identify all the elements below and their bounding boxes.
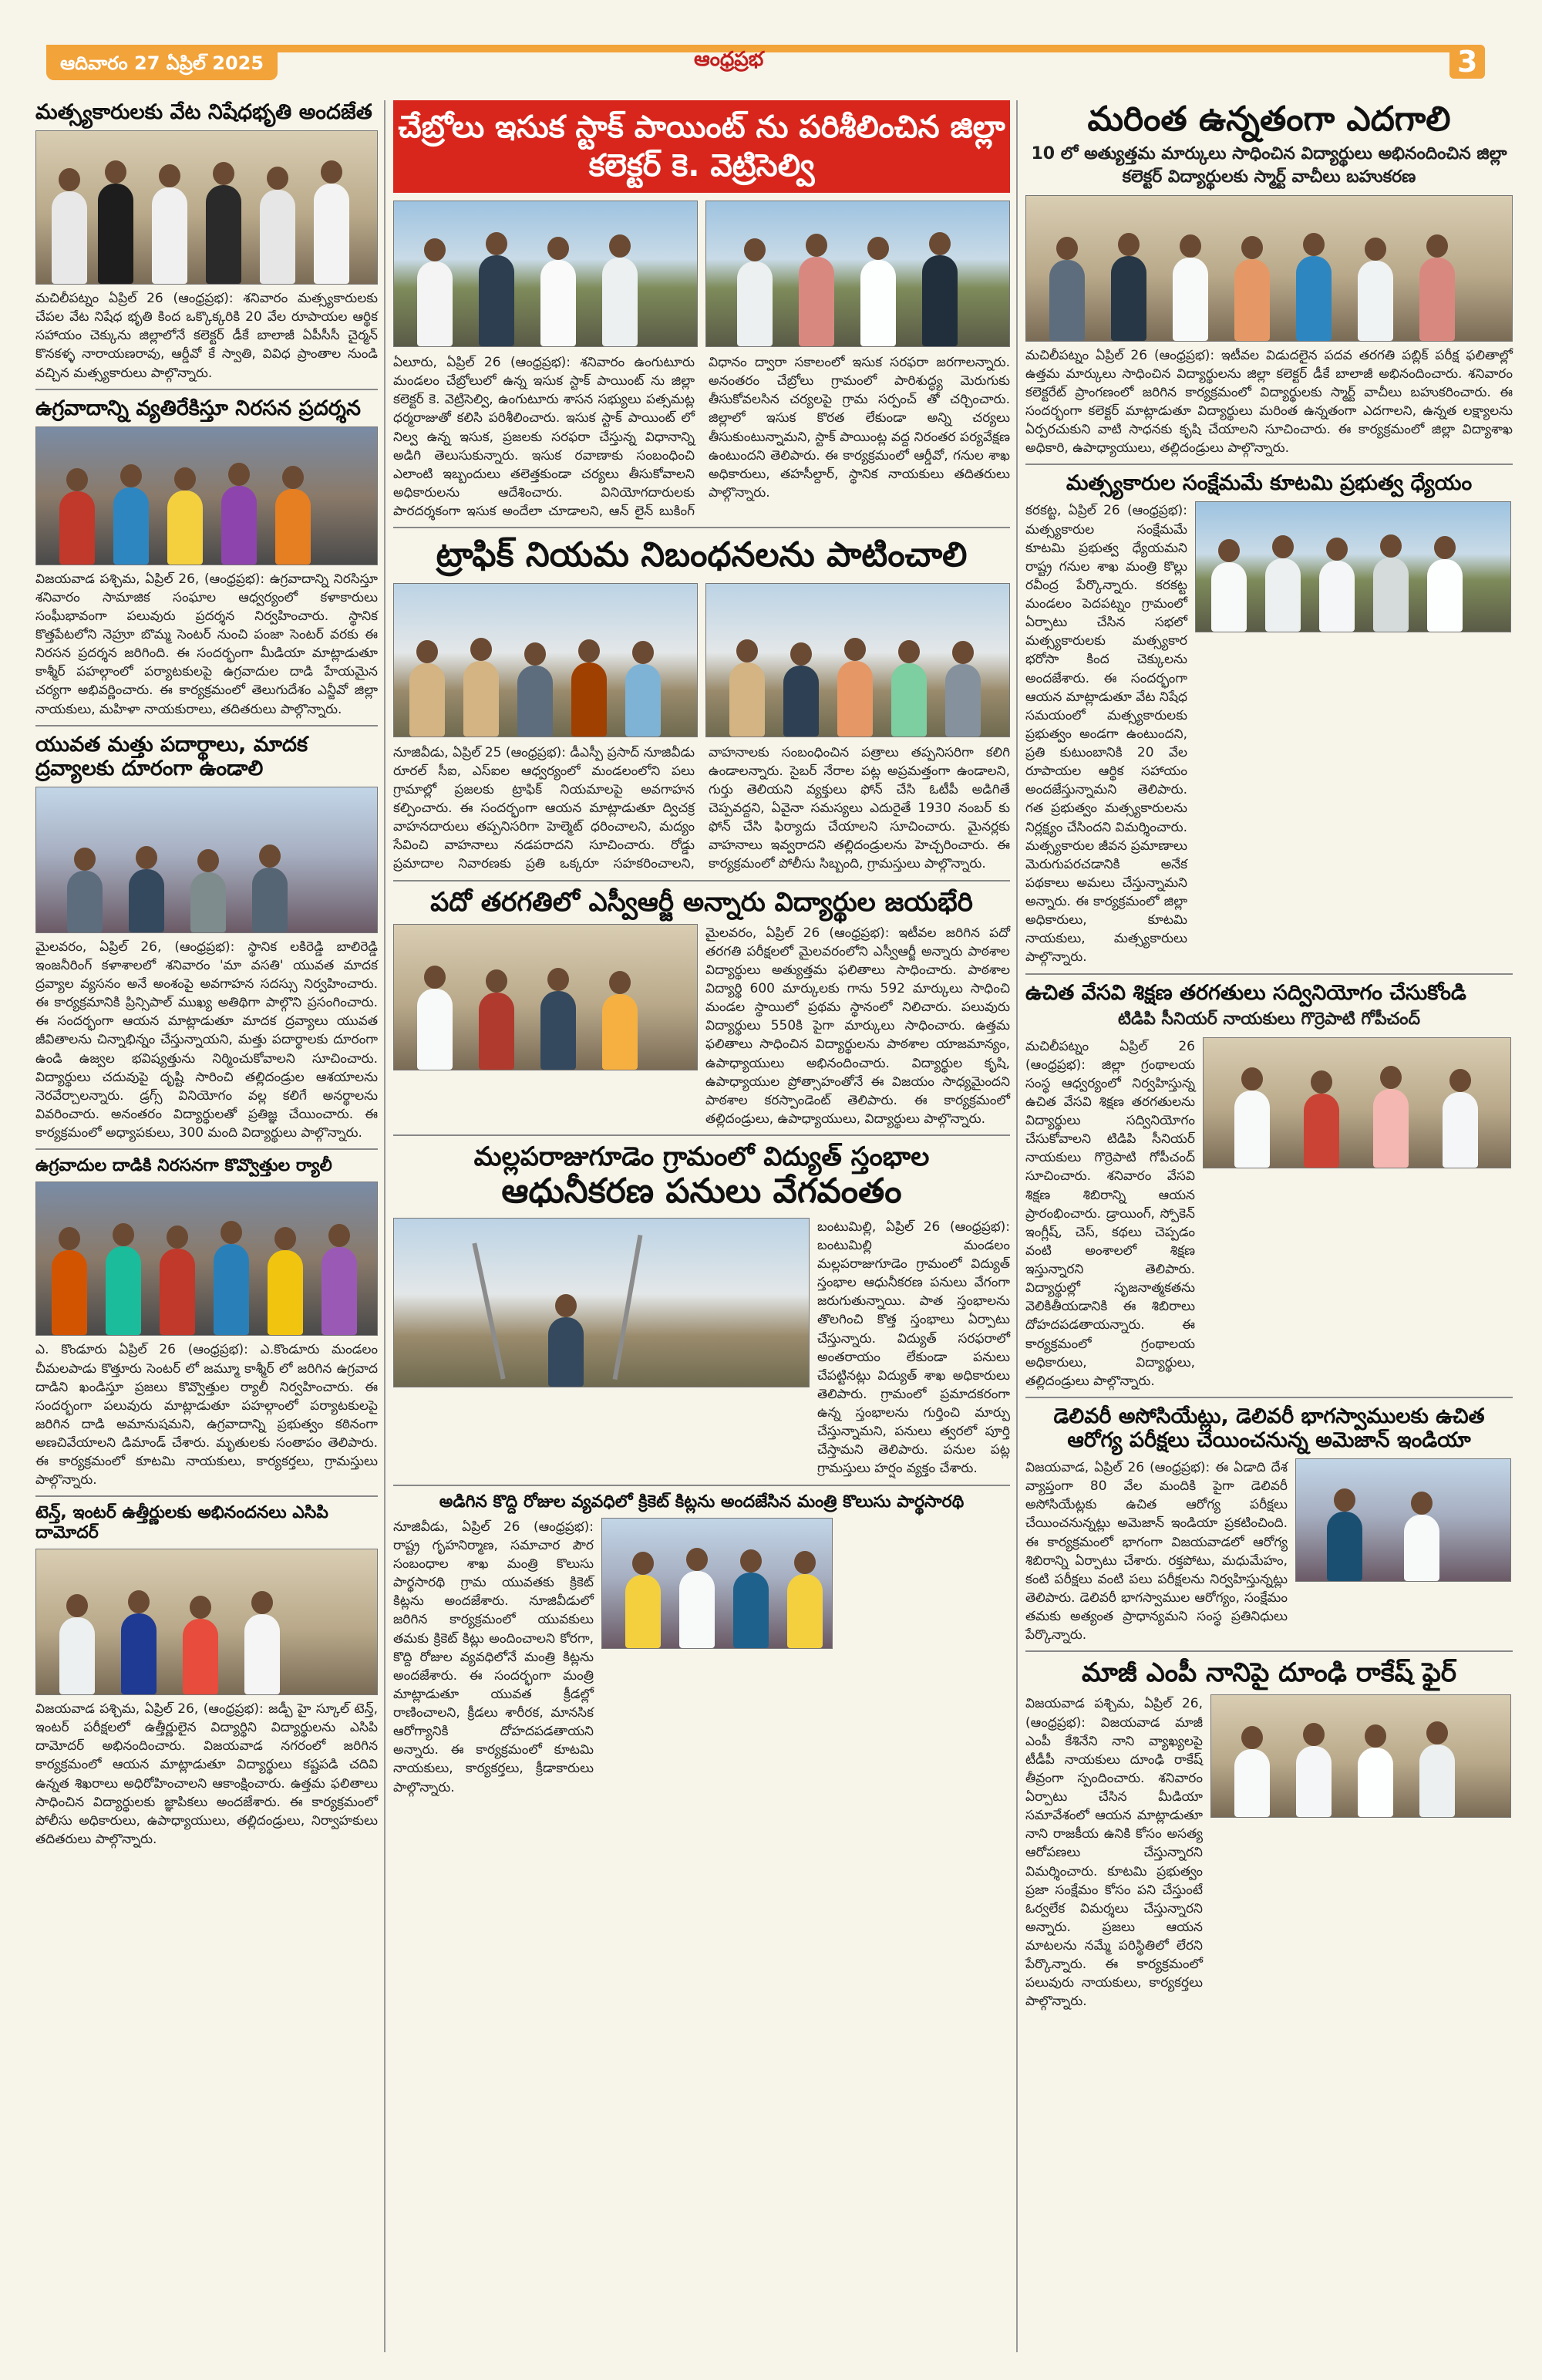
story-body: ఎ. కొండూరు ఏప్రిల్ 26 (ఆంధ్రప్రభ): ఎ.కొండూరు మండలం చీమలపాడు కొత్తూరు సెంటర్ లో జమ్మూ కాశ్మీర్ లో జరిగిన ఉగ్రవాద దాడిని ఖండిస్తూ ప్రజలు కొవ్వొత్తుల ర్యాలీ నిర్వహించారు. ఈ సందర్భంగా పలువురు మాట్లాడుతూ పహల్గాంలో పర్యాటకులపై జరిగిన దాడి అమానుషమని, ఉగ్రవాదాన్ని ప్రభుత్వం కఠినంగా అణచివేయాలని డిమాండ్ చేశారు. మృతులకు సంతాపం తెలిపారు. ఈ కార్యక్రమంలో కూటమి నాయకులు, కార్యకర్తలు, గ్రామస్తులు పాల్గొన్నారు. <box>35 1342 378 1488</box>
divider <box>1025 973 1513 975</box>
divider <box>1025 1397 1513 1398</box>
news-photo <box>35 1549 378 1695</box>
news-photo <box>1203 1037 1511 1168</box>
lead-headline[interactable]: చేబ్రోలు ఇసుక స్టాక్ పాయింట్ ను పరిశీలించిన జిల్లా కలెక్టర్ కె. వెట్రిసెల్వి <box>393 100 1010 193</box>
masthead: ఆంధ్రప్రభ <box>694 48 764 71</box>
story-title[interactable]: టెన్త్, ఇంటర్ ఉత్తీర్ణులకు అభినందనలు ఎసిపి దామోదర్ <box>35 1503 328 1542</box>
story-title[interactable]: మల్లపరాజుగూడెం గ్రామంలో విద్యుత్ స్తంభాల <box>473 1141 930 1173</box>
divider <box>393 1134 1010 1136</box>
news-photo <box>1295 1458 1511 1582</box>
divider <box>393 527 1010 528</box>
story-title[interactable]: ఉగ్రవాదుల దాడికి నిరసనగా కొవ్వొత్తుల ర్యాలీ <box>35 1156 332 1176</box>
story-title[interactable]: పదో తరగతిలో ఎస్వీఆర్జీ అన్నారు విద్యార్థుల జయభేరి <box>430 886 973 918</box>
story-body: బంటుమిల్లి, ఏప్రిల్ 26 (ఆంధ్రప్రభ): బంటుమిల్లి మండలం మల్లపరాజుగూడెం గ్రామంలో విద్యుత్ స్తంభాల ఆధునీకరణ పనులు వేగంగా జరుగుతున్నాయి. పాత స్తంభాలను తొలగించి కొత్త స్తంభాలు ఏర్పాటు చేస్తున్నారు. విద్యుత్ సరఫరాలో అంతరాయం లేకుండా పనులు చేపట్టినట్లు విద్యుత్ శాఖ అధికారులు తెలిపారు. గ్రామంలో ప్రమాదకరంగా ఉన్న స్తంభాలను గుర్తించి మార్పు చేస్తున్నామని, పనులు త్వరలో పూర్తి చేస్తామని తెలిపారు. పనుల పట్ల గ్రామస్తులు హర్షం వ్యక్తం చేశారు. <box>817 1219 1010 1477</box>
story-title[interactable]: డెలివరీ అసోసియేట్లు, డెలివరీ భాగస్వాములకు ఉచిత ఆరోగ్య పరీక్షలు చేయించనున్న అమెజాన్ ఇండియా <box>1053 1404 1485 1452</box>
story-body: మైలవరం, ఏప్రిల్ 26, (ఆంధ్రప్రభ): స్థానిక లకిరెడ్డి బాలిరెడ్డి ఇంజనీరింగ్ కళాశాలలో శనివారం 'మా వసతి' యువత మాదక ద్రవ్యాల వ్యసనం అనే అంశంపై అవగాహన సదస్సు నిర్వహించారు. ఈ కార్యక్రమానికి ప్రిన్సిపాల్ ముఖ్య అతిథిగా పాల్గొని ప్రసంగించారు. ఈ సందర్భంగా ఆయన మాట్లాడుతూ మాదక ద్రవ్యాలు యువత జీవితాలను చిన్నాభిన్నం చేస్తున్నాయని, మత్తు పదార్థాలకు దూరంగా ఉండి ఉజ్వల భవిష్యత్తును నిర్మించుకోవాలని సూచించారు. విద్యార్థులు చదువుపై దృష్టి సారించి తల్లిదండ్రుల ఆశయాలను నెరవేర్చాలన్నారు. డ్రగ్స్ వినియోగం వల్ల కలిగే అనర్థాలను వివరించారు. అనంతరం విద్యార్థులతో ప్రతిజ్ఞ చేయించారు. ఈ కార్యక్రమంలో అధ్యాపకులు, 300 మంది విద్యార్థులు పాల్గొన్నారు. <box>35 939 378 1141</box>
news-photo <box>393 924 698 1070</box>
story-title[interactable]: మాజీ ఎంపీ నానిపై దూంఢి రాకేష్ ఫైర్ <box>1082 1657 1456 1689</box>
left-column <box>35 100 378 2352</box>
column-divider <box>384 100 386 2352</box>
story-title[interactable]: యువత మత్తు పదార్థాలు, మాదక ద్రవ్యాలకు దూరంగా ఉండాలి <box>35 732 308 780</box>
news-photo <box>393 201 698 347</box>
story-title[interactable]: మత్స్యకారుల సంక్షేమమే కూటమి ప్రభుత్వ ధ్యేయం <box>1066 471 1473 496</box>
story-title[interactable]: ఆధునీకరణ పనులు వేగవంతం <box>501 1171 902 1212</box>
story-title[interactable]: అడిగిన కొద్ది రోజుల వ్యవధిలో క్రికెట్ కిట్లను అందజేసిన మంత్రి కొలుసు పార్థసారథి <box>439 1492 965 1512</box>
story-body: మచిలీపట్నం ఏప్రిల్ 26 (ఆంధ్రప్రభ): ఇటీవల విడుదలైన పదవ తరగతి పబ్లిక్ పరీక్ష ఫలితాల్లో ఉత్తమ మార్కులు సాధించిన విద్యార్థులను జిల్లా కలెక్టర్ డీకే బాలాజీ అభినందించారు. శనివారం కలెక్టరేట్ ప్రాంగణంలో జరిగిన కార్యక్రమంలో విద్యార్థులకు స్మార్ట్ వాచీలు బహుకరించారు. ఈ సందర్భంగా కలెక్టర్ మాట్లాడుతూ విద్యార్థులు మరింత ఉన్నతంగా ఎదగాలని, ఉన్నత లక్ష్యాలను ఏర్పరచుకుని వాటి సాధనకు కృషి చేయాలని సూచించారు. ఈ కార్యక్రమంలో జిల్లా విద్యాశాఖ అధికారి, ఉపాధ్యాయులు, తల్లిదండ్రులు పాల్గొన్నారు. <box>1025 347 1513 457</box>
divider <box>393 880 1010 882</box>
story-title[interactable]: ఉగ్రవాదాన్ని వ్యతిరేకిస్తూ నిరసన ప్రదర్శన <box>35 396 361 420</box>
news-photo <box>1195 501 1511 632</box>
news-photo <box>35 426 378 565</box>
story-body: మైలవరం, ఏప్రిల్ 26 (ఆంధ్రప్రభ): ఇటీవల జరిగిన పదో తరగతి పరీక్షలలో మైలవరంలోని ఎస్వీఆర్జీ అన్నారు పాఠశాల విద్యార్థులు అత్యుత్తమ ఫలితాలు సాధించారు. పాఠశాల విద్యార్థి 600 మార్కులకు గాను 592 మార్కులు సాధించి మండల స్థాయిలో ప్రథమ స్థానంలో నిలిచారు. పలువురు విద్యార్థులు 550కి పైగా మార్కులు సాధించారు. ఉత్తమ ఫలితాలు సాధించిన విద్యార్థులను పాఠశాల యాజమాన్యం, ఉపాధ్యాయులు అభినందించారు. విద్యార్థుల కృషి, ఉపాధ్యాయుల ప్రోత్సాహంతోనే ఈ విజయం సాధ్యమైందని పాఠశాల కరస్పాండెంట్ తెలిపారు. ఈ కార్యక్రమంలో తల్లిదండ్రులు, ఉపాధ్యాయులు, విద్యార్థులు పాల్గొన్నారు. <box>705 925 1010 1127</box>
story-body: మచిలీపట్నం ఏప్రిల్ 26 (ఆంధ్రప్రభ): శనివారం మత్స్యకారులకు చేపల వేట నిషేధ భృతి కింద ఒక్కొక్కరికి 20 వేల రూపాయల ఆర్థిక సహాయం చెక్కును జిల్లాలోనే కలెక్టర్ డీకే బాలాజీ ఏపీసీసీ చైర్మన్ కొనకళ్ళ నారాయణరావు, ఆర్డీవో కే స్వాతి, వివిధ ప్రాంతాల నుండి వచ్చిన మత్స్యకారులు పాల్గొన్నారు. <box>35 291 378 381</box>
story-title[interactable]: మరింత ఉన్నతంగా ఎదగాలి <box>1087 99 1451 139</box>
story-subtitle: 10 లో అత్యుత్తమ మార్కులు సాధించిన విద్యార్థులు అభినందించిన జిల్లా కలెక్టర్ విద్యార్థులకు స్మార్ట్ వాచీలు బహుకరణ <box>1031 143 1507 187</box>
story-body: మచిలీపట్నం ఏప్రిల్ 26 (ఆంధ్రప్రభ): జిల్లా గ్రంథాలయ సంస్థ ఆధ్వర్యంలో నిర్వహిస్తున్న ఉచిత వేసవి శిక్షణ తరగతులను విద్యార్థులు సద్వినియోగం చేసుకోవాలని టిడిపి సీనియర్ నాయకులు గొర్రెపాటి గోపీచంద్ సూచించారు. శనివారం వేసవి శిక్షణ శిబిరాన్ని ఆయన ప్రారంభించారు. డ్రాయింగ్, స్పోకెన్ ఇంగ్లీష్, చెస్, కథలు చెప్పడం వంటి అంశాలలో శిక్షణ ఇస్తున్నారని తెలిపారు. విద్యార్థుల్లో సృజనాత్మకతను వెలికితీయడానికి ఈ శిబిరాలు దోహదపడతాయన్నారు. ఈ కార్యక్రమంలో గ్రంథాలయ అధికారులు, విద్యార్థులు, తల్లిదండ్రులు పాల్గొన్నారు. <box>1025 1038 1195 1389</box>
page-header <box>0 0 1542 77</box>
story-title[interactable]: మత్స్యకారులకు వేట నిషేధభృతి అందజేత <box>35 100 372 124</box>
right-column <box>1025 100 1513 2352</box>
news-photo <box>1210 1694 1511 1818</box>
story-body: విజయవాడ పశ్చిమ, ఏప్రిల్ 26, (ఆంధ్రప్రభ): విజయవాడ మాజీ ఎంపీ కేశినేని నాని వ్యాఖ్యలపై టీడీపీ నాయకులు దూంఢి రాకేష్ తీవ్రంగా స్పందించారు. శనివారం ఏర్పాటు చేసిన మీడియా సమావేశంలో ఆయన మాట్లాడుతూ నాని రాజకీయ ఉనికి కోసం అసత్య ఆరోపణలు చేస్తున్నారని విమర్శించారు. కూటమి ప్రభుత్వం ప్రజా సంక్షేమం కోసం పని చేస్తుంటే ఓర్వలేక విమర్శలు చేస్తున్నారని అన్నారు. ప్రజలు ఆయన మాటలను నమ్మే పరిస్థితిలో లేరని పేర్కొన్నారు. ఈ కార్యక్రమంలో పలువురు నాయకులు, కార్యకర్తలు పాల్గొన్నారు. <box>1025 1696 1203 2010</box>
divider <box>1025 1650 1513 1652</box>
electric-pole <box>613 1235 643 1380</box>
electric-pole <box>472 1242 505 1379</box>
divider <box>1025 464 1513 465</box>
column-divider <box>1016 100 1018 2352</box>
news-photo <box>705 583 1010 737</box>
divider <box>35 1495 378 1497</box>
news-photo <box>1025 195 1513 342</box>
divider <box>35 389 378 390</box>
story-subtitle: టిడిపి సీనియర్ నాయకులు గొర్రెపాటి గోపీచంద్ <box>1117 1009 1420 1029</box>
story-body: నూజివీడు, ఏప్రిల్ 25 (ఆంధ్రప్రభ): డీఎస్పీ ప్రసాద్ నూజివీడు రూరల్ సీఐ, ఎస్ఐల ఆధ్వర్యంలో మండలంలోని పలు గ్రామాల్లో ప్రజలకు ట్రాఫిక్ నియమాలపై అవగాహన కల్పించారు. ఈ సందర్భంగా ఆయన మాట్లాడుతూ ద్విచక్ర వాహనదారులు తప్పనిసరిగా హెల్మెట్ ధరించాలని, మద్యం సేవించి వాహనాలు నడపరాదని సూచించారు. రోడ్డు ప్రమాదాల నివారణకు ప్రతి ఒక్కరూ సహకరించాలని, వాహనాలకు సంబంధించిన పత్రాలు తప్పనిసరిగా కలిగి ఉండాలన్నారు. సైబర్ నేరాల పట్ల అప్రమత్తంగా ఉండాలని, గుర్తు తెలియని వ్యక్తులు ఫోన్ చేసి ఓటీపీ అడిగితే చెప్పవద్దని, ఏవైనా సమస్యలు ఎదురైతే 1930 నంబర్ కు ఫోన్ చేసి ఫిర్యాదు చేయాలని సూచించారు. మైనర్లకు వాహనాలు ఇవ్వరాదని తల్లిదండ్రులను హెచ్చరించారు. ఈ కార్యక్రమంలో పోలీసు సిబ్బంది, గ్రామస్తులు పాల్గొన్నారు. <box>393 744 1010 872</box>
news-photo <box>601 1518 833 1649</box>
story-body: కరకట్ట, ఏప్రిల్ 26 (ఆంధ్రప్రభ): మత్స్యకారుల సంక్షేమమే కూటమి ప్రభుత్వ ధ్యేయమని రాష్ట్ర గనుల శాఖ మంత్రి కొల్లు రవీంద్ర పేర్కొన్నారు. కరకట్ట మండలం పెదపట్నం గ్రామంలో ఏర్పాటు చేసిన సభలో మత్స్యకారులకు మత్స్యకార భరోసా కింద చెక్కులను అందజేశారు. ఈ సందర్భంగా ఆయన మాట్లాడుతూ వేట నిషేధ సమయంలో మత్స్యకారులకు ప్రభుత్వం అండగా ఉంటుందని, ప్రతి కుటుంబానికి 20 వేల రూపాయల ఆర్థిక సహాయం అందజేస్తున్నామని తెలిపారు. గత ప్రభుత్వం మత్స్యకారులను నిర్లక్ష్యం చేసిందని విమర్శించారు. మత్స్యకారుల జీవన ప్రమాణాలు మెరుగుపరచడానికి అనేక పథకాలు అమలు చేస్తున్నామని అన్నారు. ఈ కార్యక్రమంలో జిల్లా అధికారులు, కూటమి నాయకులు, మత్స్యకారులు పాల్గొన్నారు. <box>1025 503 1187 966</box>
divider <box>35 1148 378 1150</box>
middle-column <box>393 100 1010 2352</box>
story-title[interactable]: ట్రాఫిక్ నియమ నిబంధనలను పాటించాలి <box>436 535 968 575</box>
divider <box>35 725 378 726</box>
news-photo <box>35 130 378 285</box>
news-photo <box>393 1218 810 1387</box>
divider <box>393 1485 1010 1486</box>
news-photo <box>393 583 698 737</box>
news-photo <box>35 1182 378 1336</box>
story-body: విజయవాడ, ఏప్రిల్ 26 (ఆంధ్రప్రభ): ఈ ఏడాది దేశ వ్యాప్తంగా 80 వేల మందికి పైగా డెలివరీ అసోసియేట్లకు ఉచిత ఆరోగ్య పరీక్షలు చేయించనున్నట్లు అమెజాన్ ఇండియా ప్రకటించింది. ఈ కార్యక్రమంలో భాగంగా విజయవాడలో ఆరోగ్య శిబిరాన్ని ఏర్పాటు చేశారు. రక్తపోటు, మధుమేహం, కంటి పరీక్షలు వంటి పలు పరీక్షలను నిర్వహిస్తున్నట్లు తెలిపారు. డెలివరీ భాగస్వాముల ఆరోగ్యం, సంక్షేమం తమకు అత్యంత ప్రాధాన్యమని సంస్థ ప్రతినిధులు పేర్కొన్నారు. <box>1025 1460 1288 1643</box>
story-body: నూజివీడు, ఏప్రిల్ 26 (ఆంధ్రప్రభ): రాష్ట్ర గృహనిర్మాణ, సమాచార పౌర సంబంధాల శాఖ మంత్రి కొలుసు పార్థసారథి గ్రామ యువతకు క్రికెట్ కిట్లను అందజేశారు. నూజివీడులో జరిగిన కార్యక్రమంలో యువకులు తమకు క్రికెట్ కిట్లు అందించాలని కోరగా, కొద్ది రోజుల వ్యవధిలోనే మంత్రి కిట్లను అందజేశారు. ఈ సందర్భంగా మంత్రి మాట్లాడుతూ యువత క్రీడల్లో రాణించాలని, క్రీడలు శారీరక, మానసిక ఆరోగ్యానికి దోహదపడతాయని అన్నారు. ఈ కార్యక్రమంలో కూటమి నాయకులు, కార్యకర్తలు, క్రీడాకారులు పాల్గొన్నారు. <box>393 1519 594 1795</box>
story-body: విజయవాడ పశ్చిమ, ఏప్రిల్ 26, (ఆంధ్రప్రభ): ఉగ్రవాదాన్ని నిరసిస్తూ శనివారం సామాజిక సంఘాల ఆధ్వర్యంలో కళాకారులు సంఘీభావంగా పలువురు ప్రదర్శన నిర్వహించారు. స్థానిక కొత్తపేటలోని నెహ్రూ బొమ్మ సెంటర్ నుంచి పంజా సెంటర్ వరకు ఈ నిరసన ప్రదర్శన జరిగింది. ఈ సందర్భంగా మీడియా మాట్లాడుతూ కాశ్మీర్ పహల్గాంలో పర్యాటకులపై ఉగ్రవాదుల దాడి హేయమైన చర్యగా అభివర్ణించారు. ఈ కార్యక్రమంలో తెలుగుదేశం ఎన్జీవో జిల్లా నాయకులు, మహిళా నాయకురాలు, తదితరులు పాల్గొన్నారు. <box>35 571 378 717</box>
page-number: 3 <box>1449 45 1485 79</box>
news-photo <box>705 201 1010 347</box>
story-body: విజయవాడ పశ్చిమ, ఏప్రిల్ 26, (ఆంధ్రప్రభ): జడ్పీ హై స్కూల్ టెన్త్, ఇంటర్ పరీక్షలలో ఉత్తీర్ణులైన విద్యార్థిని విద్యార్థులను ఎసిపి దామోదర్ అభినందించారు. విజయవాడ నగరంలో జరిగిన కార్యక్రమంలో ఆయన మాట్లాడుతూ విద్యార్థులు కష్టపడి చదివి ఉన్నత శిఖరాలు అధిరోహించాలని ఆకాంక్షించారు. ఉత్తమ ఫలితాలు సాధించిన విద్యార్థులకు జ్ఞాపికలు అందజేశారు. ఈ కార్యక్రమంలో పోలీసు అధికారులు, ఉపాధ్యాయులు, తల్లిదండ్రులు, నిర్వాహకులు తదితరులు పాల్గొన్నారు. <box>35 1701 378 1847</box>
story-title[interactable]: ఉచిత వేసవి శిక్షణ తరగతులు సద్వినియోగం చేసుకోండి <box>1025 980 1466 1005</box>
story-body: ఏలూరు, ఏప్రిల్ 26 (ఆంధ్రప్రభ): శనివారం ఉంగుటూరు మండలం చేబ్రోలులో ఉన్న ఇసుక స్టాక్ పాయింట్ ను జిల్లా కలెక్టర్ కె. వెట్రిసెల్వి, ఉంగుటూరు శాసన సభ్యులు పత్సమట్ల ధర్మరాజుతో కలిసి పరిశీలించారు. ఇసుక స్టాక్ పాయింట్ లో నిల్వ ఉన్న ఇసుక, ప్రజలకు సరఫరా చేస్తున్న విధానాన్ని అడిగి తెలుసుకున్నారు. ఇసుక రవాణాకు సంబంధించి ఎలాంటి ఇబ్బందులు తలెత్తకుండా చర్యలు తీసుకోవాలని అధికారులను ఆదేశించారు. వినియోగదారులకు పారదర్శకంగా ఇసుక అందేలా చూడాలని, ఆన్ లైన్ బుకింగ్ విధానం ద్వారా సకాలంలో ఇసుక సరఫరా జరగాలన్నారు. అనంతరం చేబ్రోలు గ్రామంలో పారిశుద్ధ్య మెరుగుకు తీసుకోవలసిన చర్యలపై గ్రామ సర్పంచ్ తో చర్చించారు. జిల్లాలో ఇసుక కొరత లేకుండా అన్ని చర్యలు తీసుకుంటున్నామని, స్టాక్ పాయింట్ల వద్ద నిరంతర పర్యవేక్షణ ఉంటుందని తెలిపారు. ఈ కార్యక్రమంలో ఆర్డీవో, గనుల శాఖ అధికారులు, తహసీల్దార్, స్థానిక నాయకులు తదితరులు పాల్గొన్నారు. <box>393 355 1010 519</box>
news-photo <box>35 787 378 933</box>
issue-date: ఆదివారం 27 ఏప్రిల్ 2025 <box>46 49 278 80</box>
